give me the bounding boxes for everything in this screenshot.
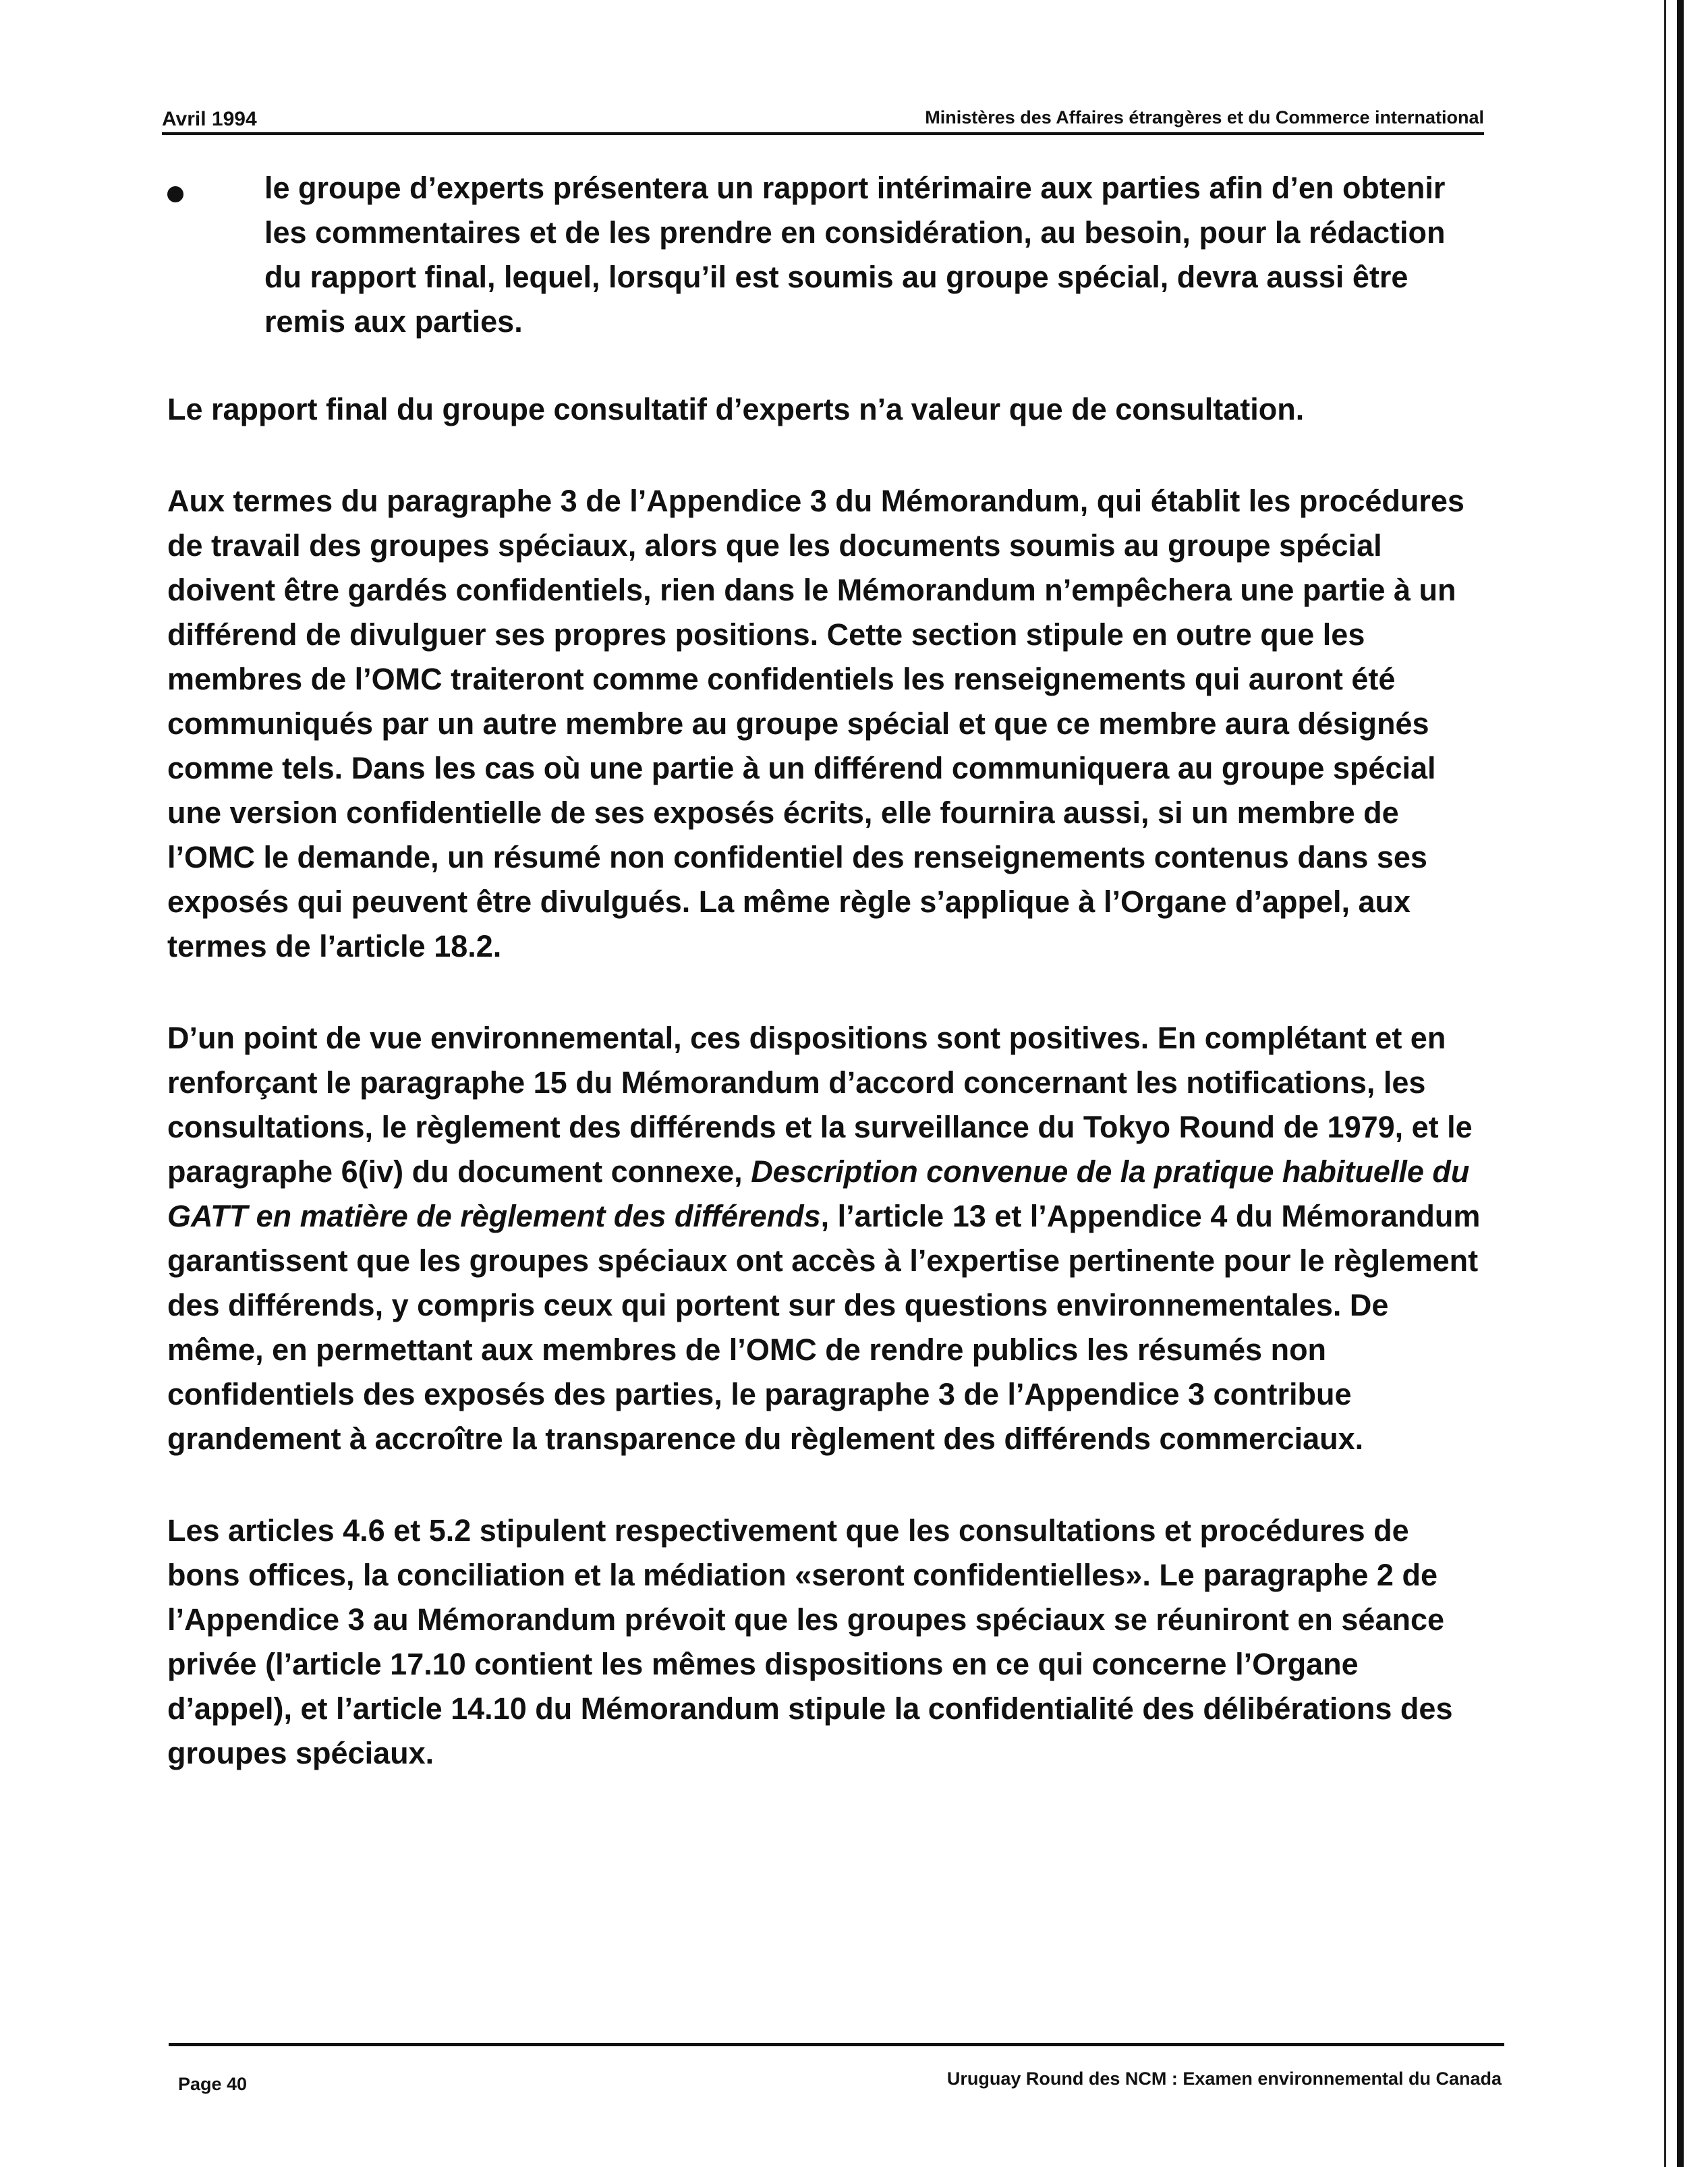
paragraph-environmental-view-end: , l’article 13 et l’Appendice 4 du Mémorandum garantissent que les groupes spéciaux ont accès à l’expertise pertinente pour le règlement des différends, y compris ceux qui portent sur des questions environnementales. De même, en permettant aux membres de l’OMC de rendre publics les résumés non confidentiels des exposés des parties, le paragraphe 3 de l’Appendice 3 contribue grandement à accroître la transparence du règlement des différends commerciaux. — [167, 1199, 1481, 1456]
bullet-list-item — [167, 166, 1472, 344]
page-body — [167, 166, 1510, 1823]
scan-edge-border — [1677, 0, 1684, 2167]
footer-page-number: Page 40 — [178, 2074, 248, 2094]
paragraph-environmental-view — [167, 1016, 1489, 1461]
bullet-dot-icon — [167, 186, 183, 202]
page-header — [162, 101, 1484, 136]
header-date: Avril 1994 — [162, 108, 257, 130]
scan-edge-inner-line — [1664, 0, 1666, 2167]
footer-rule — [169, 2043, 1504, 2046]
paragraph-environmental-view-start: D’un point de vue environnemental, ces dispositions sont positives. En complétant et en renforçant le paragraphe 15 du Mémorandum d’accord concernant les notifications, les consultations, le règlement des différends et la surveillance du Tokyo Round de 1979, et le paragraphe 6(iv) du document connexe, — [167, 1021, 1473, 1189]
paragraph-articles-confidential: Les articles 4.6 et 5.2 stipulent respectivement que les consultations et procédures de bons offices, la conciliation et la médiation «seront confidentielles». Le paragraphe 2 de l’Appendice 3 au Mémorandum prévoit que les groupes spéciaux se réuniront en séance privée (l’article 17.10 contient les mêmes dispositions en ce qui concerne l’Organe d’appel), et l’article 14.10 du Mémorandum stipule la confidentialité des délibérations des groupes spéciaux. — [167, 1513, 1453, 1770]
paragraph-final-report: Le rapport final du groupe consultatif d’experts n’a valeur que de consultation. — [167, 392, 1305, 426]
document-title-italic: Description convenue de la pratique habituelle du GATT en matière de règlement des différends — [167, 1154, 1470, 1233]
footer-title: Uruguay Round des NCM : Examen environnemental du Canada — [946, 2068, 1502, 2089]
bullet-text: le groupe d’experts présentera un rapport intérimaire aux parties afin d’en obtenir les commentaires et de les prendre en considération, au besoin, pour la rédaction du rapport final, lequel, lorsqu’il est soumis au groupe spécial, devra aussi être remis aux parties. — [264, 171, 1446, 339]
header-ministry: Ministères des Affaires étrangères et du Commerce international — [925, 107, 1484, 128]
header-rule — [162, 132, 1484, 135]
paragraph-confidentiality-procedures: Aux termes du paragraphe 3 de l’Appendice 3 du Mémorandum, qui établit les procédures de travail des groupes spéciaux, alors que les documents soumis au groupe spécial doivent être gardés confidentiels, rien dans le Mémorandum n’empêchera une partie à un différend de divulguer ses propres positions. Cette section stipule en outre que les membres de l’OMC traiteront comme confidentiels les renseignements qui auront été communiqués par un autre membre au groupe spécial et que ce membre aura désignés comme tels. Dans les cas où une partie à un différend communiquera au groupe spécial une version confidentielle de ses exposés écrits, elle fournira aussi, si un membre de l’OMC le demande, un résumé non confidentiel des renseignements contenus dans ses exposés qui peuvent être divulgués. La même règle s’applique à l’Organe d’appel, aux termes de l’article 18.2. — [167, 484, 1464, 963]
